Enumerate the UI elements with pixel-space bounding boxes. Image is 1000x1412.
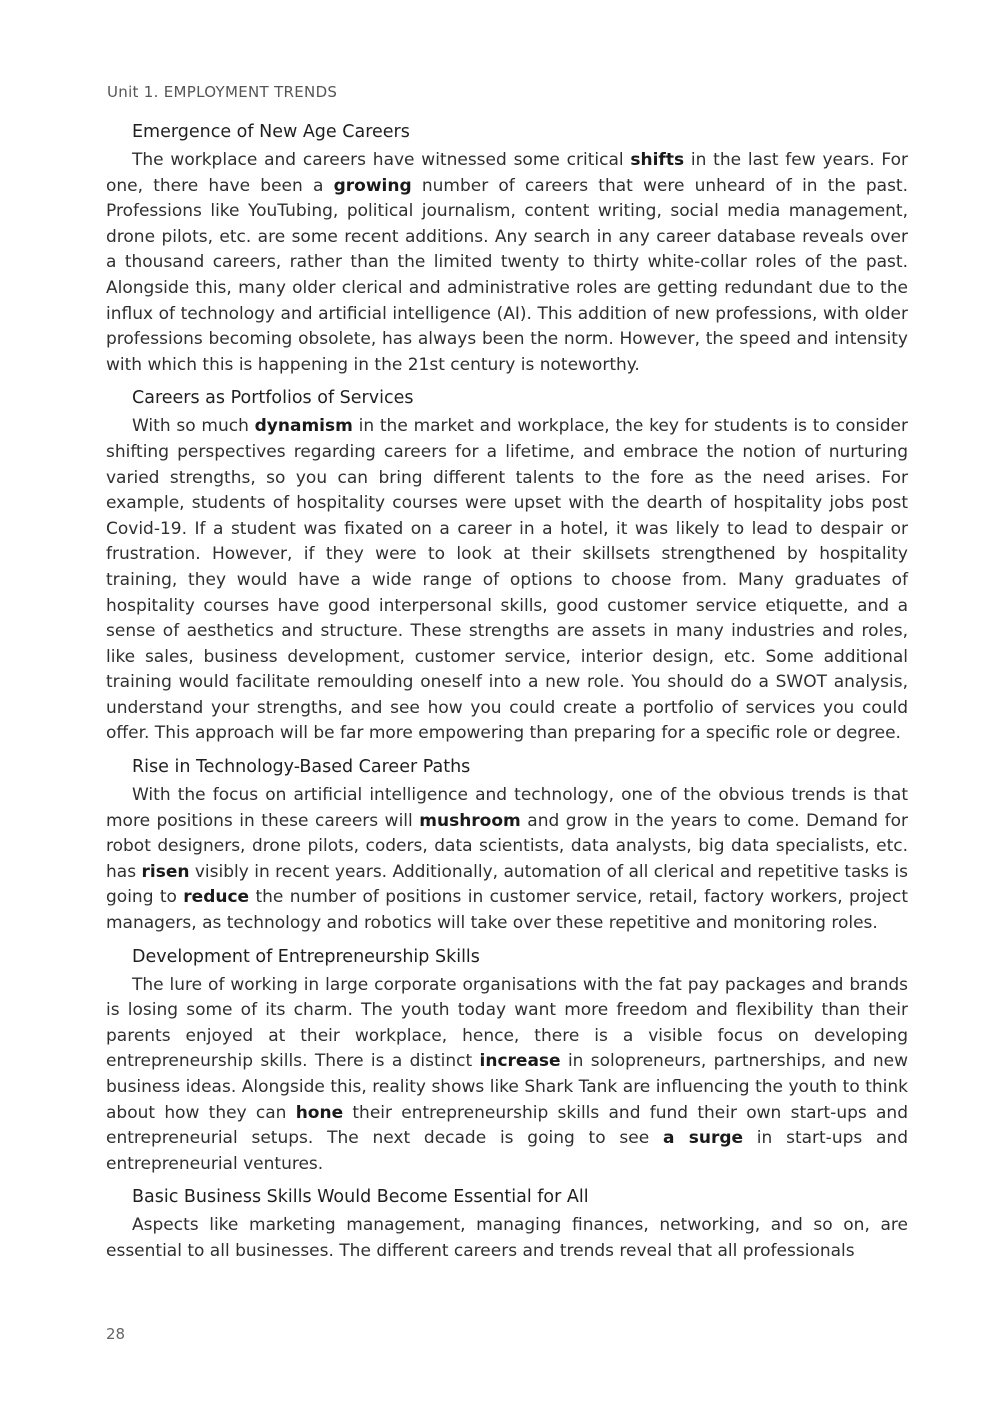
keyword: a surge — [662, 1128, 744, 1149]
section-paragraph-business-skills — [106, 1213, 908, 1264]
text-run: in start-ups and entrepreneurial ventures. — [106, 1128, 908, 1174]
section-heading-portfolios-of-services: Careers as Portfolios of Services — [132, 388, 414, 409]
text-run: and grow in the years to come. Demand for robot designers, drone pilots, coders, data scientists, data analysts, big data specialists, etc. has — [106, 810, 908, 882]
text-run: With so much — [132, 416, 255, 437]
section-heading-business-skills: Basic Business Skills Would Become Essential for All — [132, 1187, 589, 1208]
section-heading-entrepreneurship-skills: Development of Entrepreneurship Skills — [132, 946, 480, 967]
text-run: in the market and workplace, the key for students is to consider shifting perspectives regarding careers for a lifetime, and embrace the notion of nurturing varied strengths, so you can bring different talents to the fore as the need arises. For example, students of hospitality courses were upset with the dearth of hospitality jobs post Covid-19. If a student was fixated on a career in a hotel, it was likely to lead to despair or frustration. However, if they were to look at their skillsets strengthened by hospitality training, they would have a wide range of options to choose from. Many graduates of hospitality courses have good interpersonal skills, good customer service etiquette, and a sense of aesthetics and structure. These strengths are assets in many industries and roles, like sales, business development, customer service, interior design, etc. Some additional training would facilitate remoulding oneself into a new role. You should do a SWOT analysis, understand your strengths, and see how you could create a portfolio of services you could offer. This approach will be far more empowering than preparing for a specific role or degree. — [106, 416, 908, 744]
keyword: growing — [333, 175, 412, 196]
text-run: number of careers that were unheard of in the past. Professions like YouTubing, political journalism, content writing, social media management, drone pilots, etc. are some recent additions. Any search in any career database reveals over a thousand careers, rather than the limited twenty to thirty white-collar roles of the past. Alongside this, many older clerical and administrative roles are getting redundant due to the influx of technology and artificial intelligence (AI). This addition of new professions, with older professions becoming obsolete, has always been the norm. However, the speed and intensity with which this is happening in the 21st century is noteworthy. — [106, 175, 908, 375]
text-run: in the last few years. For one, there have been a — [106, 150, 908, 196]
page-number: 28 — [106, 1325, 126, 1343]
section-paragraph-entrepreneurship-skills — [106, 973, 908, 1178]
keyword: risen — [141, 861, 190, 882]
section-paragraph-portfolios-of-services — [106, 414, 908, 747]
text-run: With the focus on artificial intelligence and technology, one of the obvious trends is that more positions in these careers will — [106, 785, 908, 831]
section-paragraph-technology-careers — [106, 783, 908, 937]
keyword: reduce — [183, 887, 250, 908]
running-head: Unit 1. EMPLOYMENT TRENDS — [107, 83, 338, 101]
keyword: increase — [479, 1051, 561, 1072]
text-run: The workplace and careers have witnessed some critical — [132, 150, 631, 170]
text-run: the number of positions in customer service, retail, factory workers, project managers, as technology and robotics will take over these repetitive and monitoring roles. — [106, 887, 908, 934]
keyword: hone — [295, 1102, 344, 1123]
text-run: Aspects like marketing management, managing finances, networking, and so on, are essential to all businesses. The different careers and trends reveal that all professionals — [106, 1215, 908, 1261]
section-paragraph-new-age-careers — [106, 148, 908, 378]
text-run: The lure of working in large corporate organisations with the fat pay packages and brands is losing some of its charm. The youth today want more freedom and flexibility than their parents enjoyed at their workplace, hence, there is a visible focus on developing entrepreneurship skills. There is a distinct — [106, 974, 908, 1072]
page-body — [106, 119, 908, 1272]
section-heading-technology-careers: Rise in Technology-Based Career Paths — [132, 757, 471, 778]
text-run: visibly in recent years. Additionally, automation of all clerical and repetitive tasks is going to — [106, 861, 909, 908]
keyword: dynamism — [254, 416, 353, 437]
keyword: shifts — [630, 150, 685, 170]
keyword: mushroom — [419, 810, 521, 831]
text-run: in solopreneurs, partnerships, and new business ideas. Alongside this, reality shows like Shark Tank are influencing the youth to think about how they can — [106, 1051, 908, 1123]
text-run: their entrepreneurship skills and fund their own start-ups and entrepreneurial setups. The next decade is going to see — [106, 1102, 908, 1149]
section-heading-new-age-careers: Emergence of New Age Careers — [132, 122, 410, 142]
